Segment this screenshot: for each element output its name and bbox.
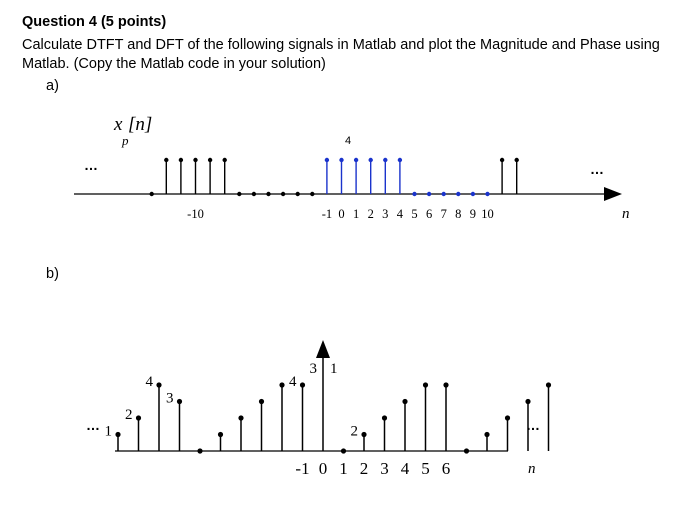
stem-b-marker [484,432,489,437]
stem-b-marker [546,382,551,387]
tick-label-a: 3 [382,207,389,221]
stem-b-marker [259,399,264,404]
stems-b [115,340,551,454]
tick-label-b: 4 [400,459,410,478]
stem-label-b: 2 [125,407,133,423]
question-text-line-2: Matlab. (Copy the Matlab code in your solution) [22,56,326,72]
stem-b-marker [279,382,284,387]
tick-label-b: 1 [339,459,348,478]
part-b-label: b) [46,266,59,282]
stem-b-marker [505,415,510,420]
stem-b-marker [115,432,120,437]
tick-label-b: 5 [421,459,430,478]
stem-label-b: 1 [330,360,338,377]
tick-label-a: 4 [396,207,404,221]
stem-b-marker [525,399,530,404]
stem-b-marker [423,382,428,387]
tick-label-b: 0 [318,459,328,478]
axis-label-n-b: n [528,461,536,477]
part-a-label: a) [46,78,59,94]
stem-b-marker [177,399,182,404]
amplitude-label: 4 [345,135,352,147]
tick-labels-b [295,459,450,478]
tick-label-a: -1 [321,207,333,221]
stem-b-marker [156,382,161,387]
tick-label-b: -1 [295,459,310,478]
tick-label-a: 10 [481,207,494,221]
stem-label-b: 4 [145,374,153,390]
stem-b-marker [300,382,305,387]
stem-b-marker [402,399,407,404]
tick-label-b: 3 [380,459,389,478]
stem-b-zero-marker [197,448,202,453]
tick-label-a: 7 [440,207,447,221]
stem-b-marker [443,382,448,387]
ellipsis-left-a: … [84,157,98,173]
stem-b-marker [218,432,223,437]
question-text-line-1: Calculate DTFT and DFT of the following signals in Matlab and plot the Magnitude and Phase using [22,37,660,53]
stem-b-marker [136,415,141,420]
tick-label-a: 0 [338,207,345,221]
stem-label-b: 4 [289,374,297,390]
ellipsis-left-b: … [86,417,100,433]
tick-label-a: 2 [367,207,374,221]
tick-label-b: 6 [441,459,451,478]
stem-label-b: 2 [350,423,358,440]
signal-label-arg: [n] [128,114,153,135]
stem-b-marker [361,432,366,437]
tick-label-a: 9 [469,207,477,221]
tick-label-a: 5 [411,207,418,221]
question-title: Question 4 (5 points) [22,14,167,30]
tick-label-a: 1 [352,207,360,221]
stem-label-b: 1 [104,423,112,440]
signal-label-x: x [114,114,123,135]
stem-labels-b [105,361,359,440]
stem-b-marker [382,415,387,420]
axis-label-n-a: n [622,206,630,222]
tick-label-a: -10 [187,207,204,221]
stem-b-marker [238,415,243,420]
signal-label-subscript: p [122,133,129,148]
stem-b-zero-marker [464,448,469,453]
stem-b-zero-marker [341,448,346,453]
tick-label-a: 6 [425,207,433,221]
origin-arrow-head [316,340,330,358]
ellipsis-right-b: … [526,417,540,433]
stem-label-b: 3 [309,360,317,377]
stem-label-b: 3 [166,390,174,407]
tick-label-a: 8 [455,207,462,221]
tick-label-b: 2 [359,459,369,478]
ellipsis-right-a: … [590,161,604,177]
